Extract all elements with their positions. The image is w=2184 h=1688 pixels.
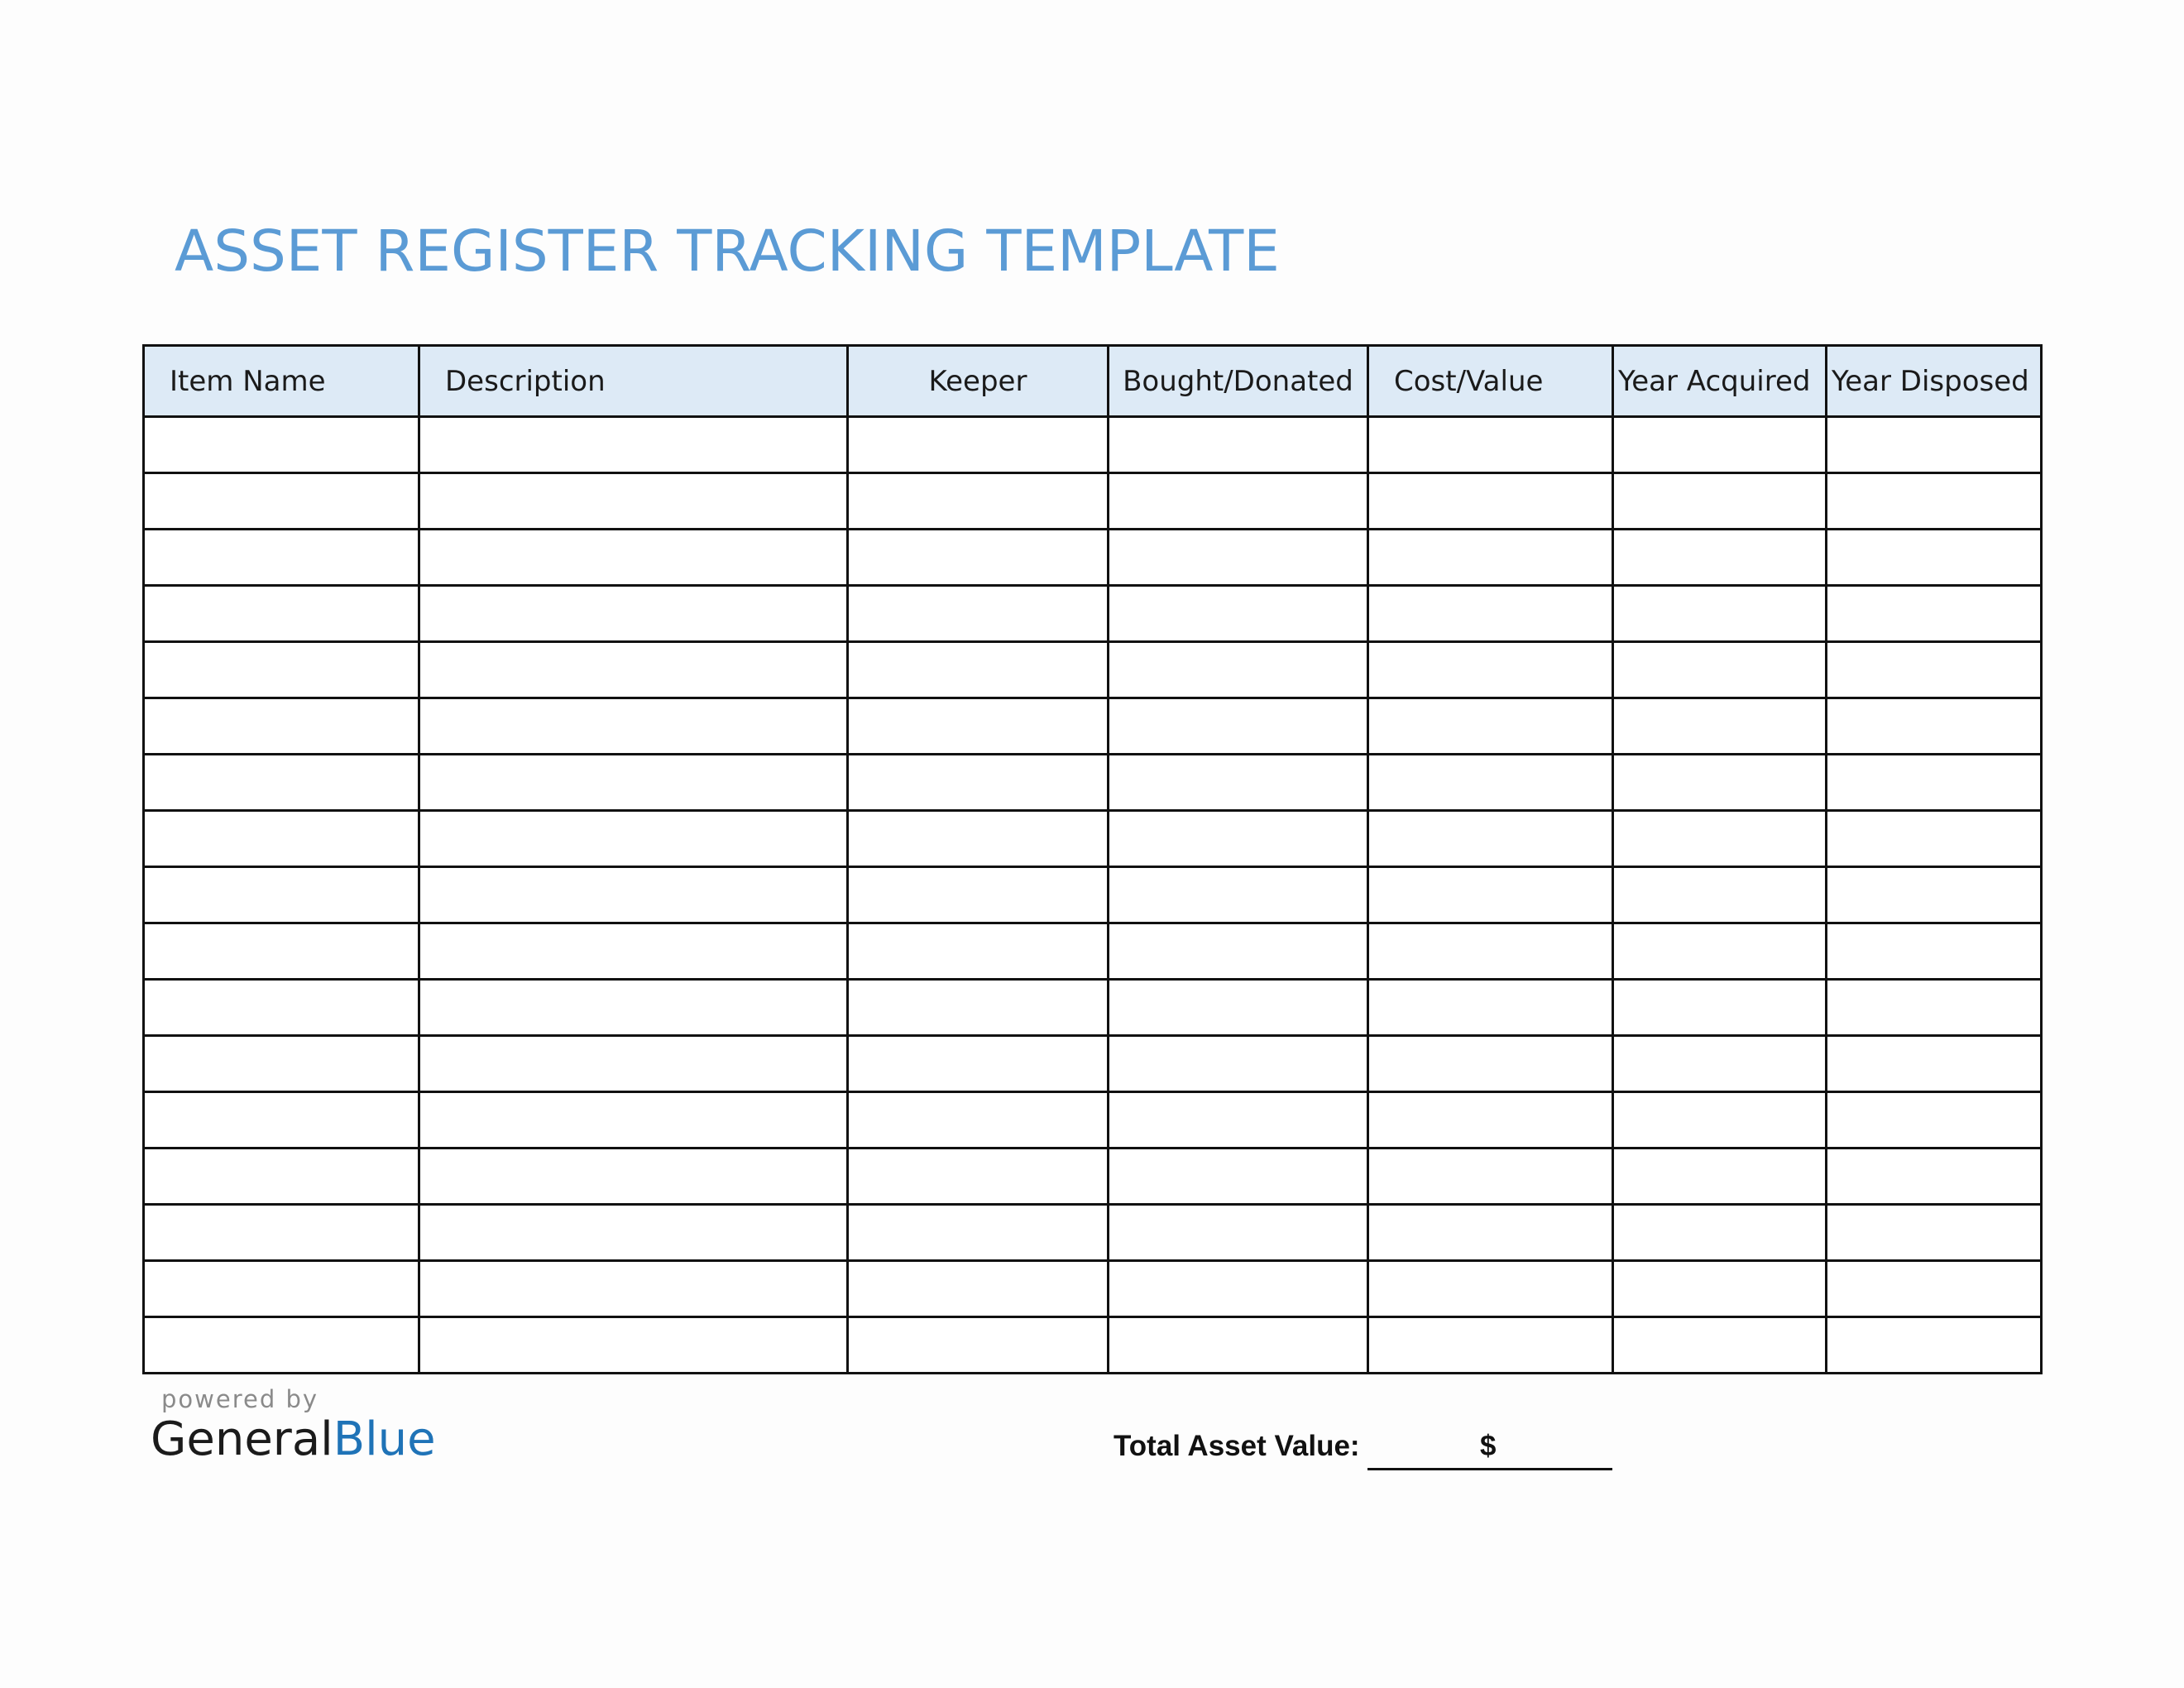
asset-register-table — [142, 344, 2043, 1374]
table-cell[interactable] — [144, 923, 419, 980]
table-cell[interactable] — [848, 755, 1109, 811]
table-row — [144, 1092, 2042, 1149]
table-cell[interactable] — [1613, 642, 1827, 698]
table-cell[interactable] — [1827, 1036, 2042, 1092]
table-cell[interactable] — [419, 417, 848, 473]
table-cell[interactable] — [419, 980, 848, 1036]
table-cell[interactable] — [1368, 1317, 1613, 1374]
table-cell[interactable] — [144, 1149, 419, 1205]
table-cell[interactable] — [1109, 755, 1368, 811]
table-cell[interactable] — [848, 586, 1109, 642]
table-cell[interactable] — [848, 1205, 1109, 1261]
table-cell[interactable] — [419, 811, 848, 867]
table-cell[interactable] — [144, 1205, 419, 1261]
table-cell[interactable] — [144, 867, 419, 923]
table-row — [144, 586, 2042, 642]
table-row — [144, 473, 2042, 530]
column-header-description: Description — [419, 346, 848, 417]
table-row — [144, 417, 2042, 473]
table-cell[interactable] — [1368, 1149, 1613, 1205]
table-cell[interactable] — [1368, 755, 1613, 811]
table-cell[interactable] — [1368, 417, 1613, 473]
table-cell[interactable] — [1613, 417, 1827, 473]
table-cell[interactable] — [1109, 980, 1368, 1036]
table-body — [144, 417, 2042, 1374]
table-cell[interactable] — [1613, 811, 1827, 867]
table-cell[interactable] — [1827, 698, 2042, 755]
table-cell[interactable] — [1827, 1149, 2042, 1205]
table-cell[interactable] — [1368, 473, 1613, 530]
table-cell[interactable] — [144, 1036, 419, 1092]
table-cell[interactable] — [1827, 980, 2042, 1036]
table-cell[interactable] — [1368, 867, 1613, 923]
table-row — [144, 1149, 2042, 1205]
table-cell[interactable] — [1827, 1261, 2042, 1317]
table-row — [144, 530, 2042, 586]
table-cell[interactable] — [144, 1261, 419, 1317]
table-cell[interactable] — [1368, 642, 1613, 698]
table-cell[interactable] — [1109, 417, 1368, 473]
table-cell[interactable] — [419, 473, 848, 530]
table-cell[interactable] — [848, 1261, 1109, 1317]
table-cell[interactable] — [1109, 1261, 1368, 1317]
table-cell[interactable] — [1368, 1036, 1613, 1092]
table-cell[interactable] — [419, 1149, 848, 1205]
table-cell[interactable] — [1827, 755, 2042, 811]
table-cell[interactable] — [1613, 923, 1827, 980]
table-cell[interactable] — [144, 1317, 419, 1374]
table-cell[interactable] — [1827, 417, 2042, 473]
table-cell[interactable] — [1109, 811, 1368, 867]
table-cell[interactable] — [144, 1092, 419, 1149]
table-cell[interactable] — [1613, 698, 1827, 755]
table-cell[interactable] — [1613, 586, 1827, 642]
table-cell[interactable] — [1613, 1205, 1827, 1261]
table-cell[interactable] — [144, 530, 419, 586]
table-cell[interactable] — [1109, 642, 1368, 698]
table-row — [144, 867, 2042, 923]
column-header-year-acquired: Year Acquired — [1613, 346, 1827, 417]
table-cell[interactable] — [1827, 1092, 2042, 1149]
table-cell[interactable] — [419, 530, 848, 586]
table-cell[interactable] — [848, 923, 1109, 980]
table-cell[interactable] — [419, 1036, 848, 1092]
table-cell[interactable] — [419, 586, 848, 642]
table-cell[interactable] — [1368, 1205, 1613, 1261]
table-cell[interactable] — [144, 586, 419, 642]
table-row — [144, 1036, 2042, 1092]
table-cell[interactable] — [848, 473, 1109, 530]
table-row — [144, 698, 2042, 755]
table-cell[interactable] — [419, 698, 848, 755]
table-cell[interactable] — [1368, 811, 1613, 867]
table-cell[interactable] — [848, 1317, 1109, 1374]
table-cell[interactable] — [419, 1317, 848, 1374]
table-row — [144, 923, 2042, 980]
table-cell[interactable] — [144, 473, 419, 530]
table-cell[interactable] — [144, 642, 419, 698]
table-row — [144, 1205, 2042, 1261]
table-cell[interactable] — [848, 417, 1109, 473]
logo-text-blue: Blue — [333, 1412, 436, 1466]
header-row — [144, 346, 2042, 417]
table-cell[interactable] — [419, 755, 848, 811]
table-row — [144, 980, 2042, 1036]
table-cell[interactable] — [848, 1036, 1109, 1092]
table-cell[interactable] — [1613, 473, 1827, 530]
table-cell[interactable] — [1109, 1317, 1368, 1374]
table-cell[interactable] — [419, 923, 848, 980]
table-cell[interactable] — [1368, 980, 1613, 1036]
table-cell[interactable] — [1613, 1317, 1827, 1374]
table-cell[interactable] — [1613, 530, 1827, 586]
table-cell[interactable] — [1827, 473, 2042, 530]
table-cell[interactable] — [144, 417, 419, 473]
column-header-cost-value: Cost/Value — [1368, 346, 1613, 417]
table-cell[interactable] — [1613, 867, 1827, 923]
generalblue-logo — [151, 1412, 436, 1466]
table-cell[interactable] — [1827, 1317, 2042, 1374]
table-cell[interactable] — [1613, 1036, 1827, 1092]
table-cell[interactable] — [1109, 1036, 1368, 1092]
table-cell[interactable] — [1613, 1092, 1827, 1149]
page-title: ASSET REGISTER TRACKING TEMPLATE — [175, 218, 1280, 285]
total-asset-value-label: Total Asset Value: — [1114, 1430, 1360, 1462]
table-cell[interactable] — [144, 980, 419, 1036]
table-cell[interactable] — [144, 698, 419, 755]
table-cell[interactable] — [1368, 1092, 1613, 1149]
table-row — [144, 755, 2042, 811]
column-header-bought-donated: Bought/Donated — [1109, 346, 1368, 417]
table-cell[interactable] — [1827, 642, 2042, 698]
table-row — [144, 1261, 2042, 1317]
table-cell[interactable] — [848, 698, 1109, 755]
table-cell[interactable] — [1827, 867, 2042, 923]
table-cell[interactable] — [1109, 473, 1368, 530]
table-cell[interactable] — [1827, 923, 2042, 980]
powered-by-label: powered by — [161, 1385, 319, 1413]
column-header-keeper: Keeper — [848, 346, 1109, 417]
table-cell[interactable] — [1827, 1205, 2042, 1261]
column-header-item-name: Item Name — [144, 346, 419, 417]
table-cell[interactable] — [848, 642, 1109, 698]
currency-symbol: $ — [1480, 1430, 1497, 1462]
table-cell[interactable] — [1613, 980, 1827, 1036]
table-cell[interactable] — [848, 980, 1109, 1036]
table-cell[interactable] — [144, 811, 419, 867]
table-cell[interactable] — [1368, 586, 1613, 642]
table-cell[interactable] — [1109, 867, 1368, 923]
table-cell[interactable] — [1827, 811, 2042, 867]
table-cell[interactable] — [1109, 923, 1368, 980]
table-cell[interactable] — [1109, 1149, 1368, 1205]
table-cell[interactable] — [419, 1092, 848, 1149]
table-row — [144, 642, 2042, 698]
table-cell[interactable] — [419, 1261, 848, 1317]
table-cell[interactable] — [1109, 1092, 1368, 1149]
total-asset-value-field[interactable] — [1367, 1468, 1612, 1470]
table-cell[interactable] — [1368, 923, 1613, 980]
table-cell[interactable] — [1613, 1261, 1827, 1317]
table-cell[interactable] — [1613, 755, 1827, 811]
table-cell[interactable] — [419, 867, 848, 923]
table-row — [144, 1317, 2042, 1374]
table-cell[interactable] — [1368, 1261, 1613, 1317]
table-cell[interactable] — [1368, 530, 1613, 586]
table-cell[interactable] — [848, 1149, 1109, 1205]
table-cell[interactable] — [848, 1092, 1109, 1149]
table-cell[interactable] — [419, 642, 848, 698]
table-cell[interactable] — [1109, 530, 1368, 586]
table-cell[interactable] — [1109, 1205, 1368, 1261]
table-cell[interactable] — [1827, 586, 2042, 642]
table-cell[interactable] — [144, 755, 419, 811]
table-cell[interactable] — [419, 1205, 848, 1261]
table-cell[interactable] — [848, 811, 1109, 867]
logo-text-general: General — [151, 1412, 333, 1466]
table-cell[interactable] — [1613, 1149, 1827, 1205]
table-row — [144, 811, 2042, 867]
column-header-year-disposed: Year Disposed — [1827, 346, 2042, 417]
table-cell[interactable] — [1109, 586, 1368, 642]
table-cell[interactable] — [1827, 530, 2042, 586]
table-cell[interactable] — [1109, 698, 1368, 755]
table-cell[interactable] — [848, 867, 1109, 923]
table-cell[interactable] — [848, 530, 1109, 586]
table-cell[interactable] — [1368, 698, 1613, 755]
